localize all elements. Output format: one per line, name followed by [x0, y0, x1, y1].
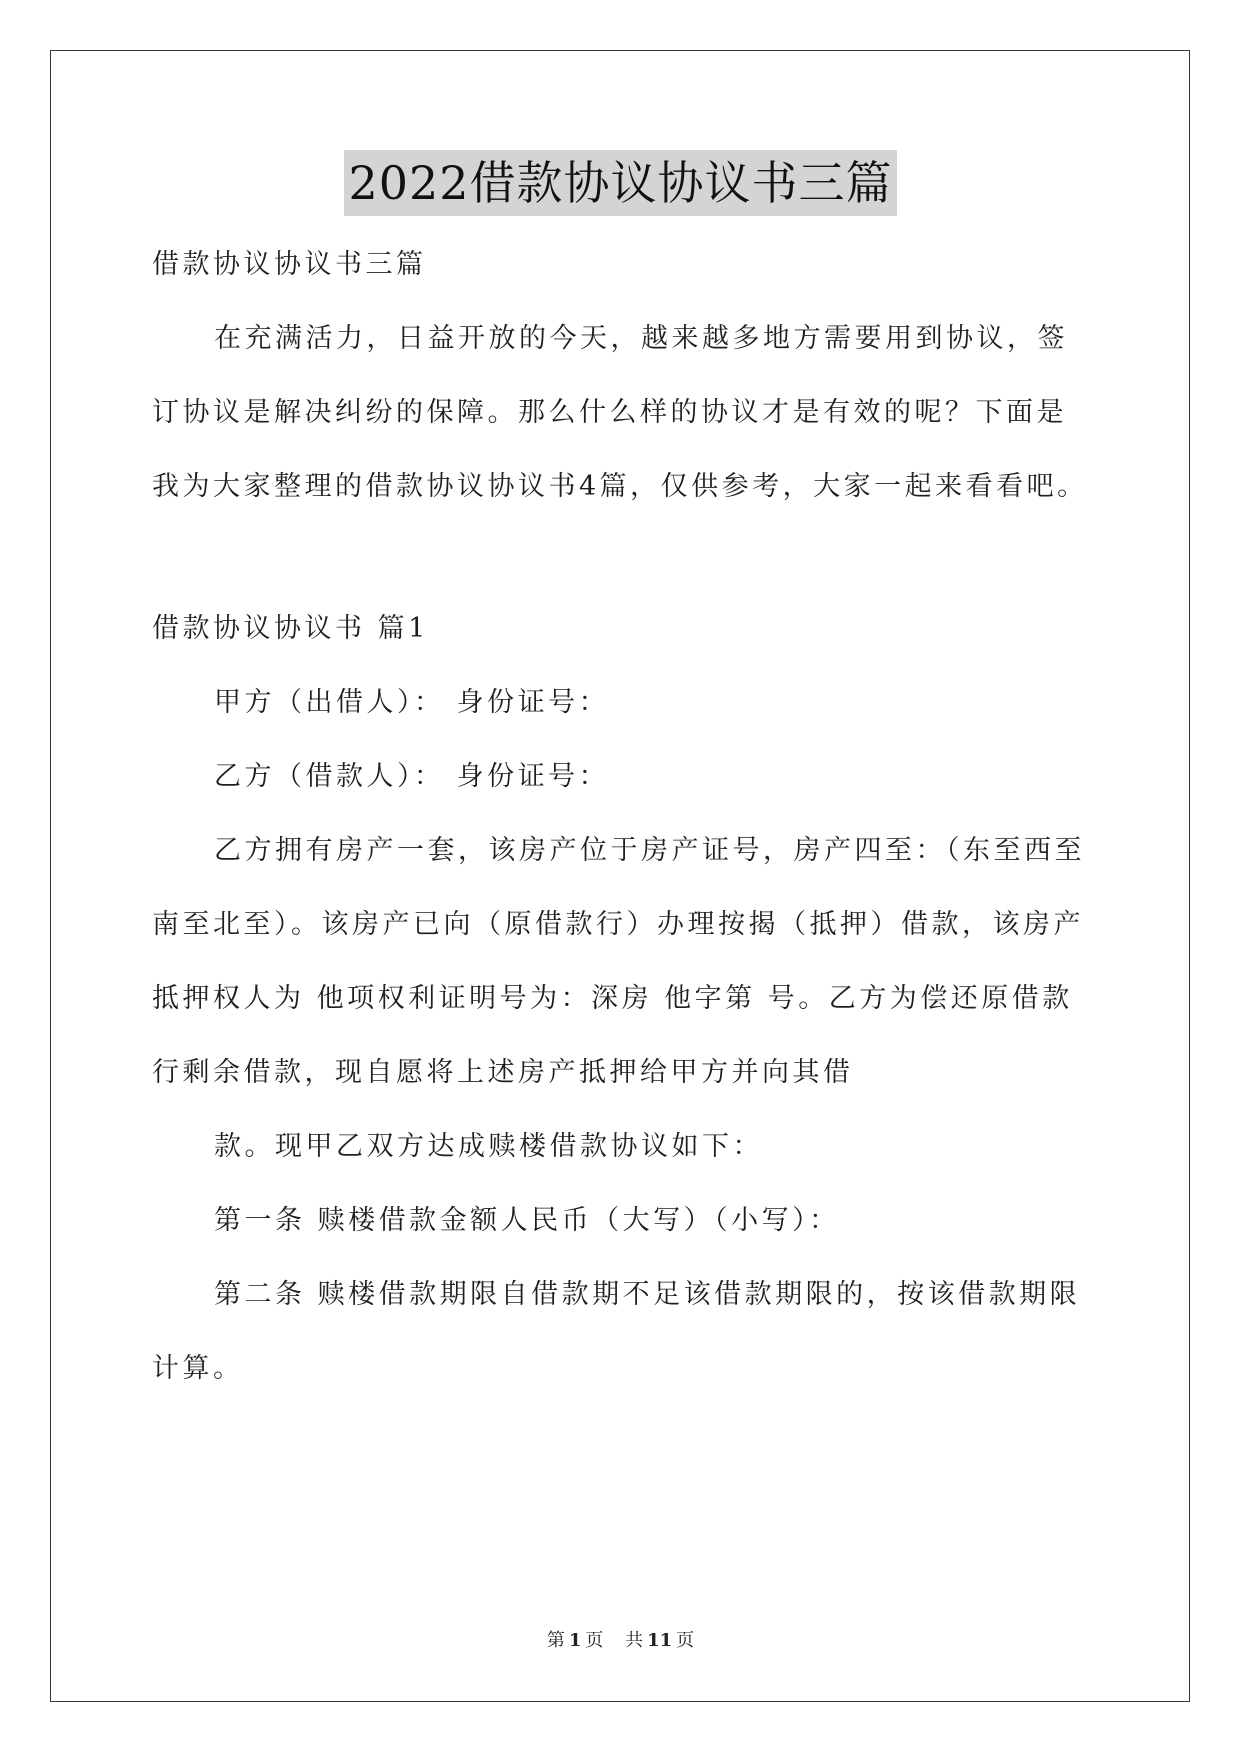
intro-line-2: 订协议是解决纠纷的保障。那么什么样的协议才是有效的呢？下面是 [152, 397, 1067, 428]
property-line-2: 南至北至）。该房产已向（原借款行）办理按揭（抵押）借款，该房产 [152, 909, 1084, 940]
page-border [50, 50, 1190, 1702]
page-prefix: 第 [546, 1630, 565, 1651]
article-2-line-2: 计算。 [152, 1353, 244, 1384]
page-total-prefix: 共 [625, 1630, 644, 1651]
property-line-1: 乙方拥有房产一套，该房产位于房产证号，房产四至：（东至西至 [214, 835, 1085, 866]
page-number-total [621, 1630, 698, 1651]
title-container [0, 150, 1241, 216]
document-subtitle: 借款协议协议书三篇 [152, 249, 427, 280]
agreement-intro: 款。现甲乙双方达成赎楼借款协议如下： [214, 1131, 763, 1162]
property-line-3: 抵押权人为 他项权利证明号为：深房 他字第 号。乙方为偿还原借款 [152, 983, 1073, 1014]
page-mid: 页 [585, 1630, 604, 1651]
party-b-line: 乙方（借款人）： 身份证号： [214, 761, 610, 792]
document-title: 2022借款协议协议书三篇 [344, 150, 896, 216]
article-1: 第一条 赎楼借款金额人民币（大写）（小写）： [214, 1205, 840, 1236]
party-a-line: 甲方（出借人）： 身份证号： [214, 687, 610, 718]
page-number-current [543, 1630, 608, 1651]
page-current: 1 [568, 1630, 582, 1651]
intro-line-1: 在充满活力，日益开放的今天，越来越多地方需要用到协议，签 [214, 323, 1068, 354]
article-2-line-1: 第二条 赎楼借款期限自借款期不足该借款期限的，按该借款期限 [214, 1279, 1081, 1310]
page-footer [0, 1626, 1241, 1652]
property-line-4: 行剩余借款，现自愿将上述房产抵押给甲方并向其借 [152, 1057, 854, 1088]
page-suffix: 页 [676, 1630, 695, 1651]
intro-line-3: 我为大家整理的借款协议协议书4篇，仅供参考，大家一起来看看吧。 [152, 471, 1088, 502]
page-total: 11 [647, 1630, 673, 1651]
section-heading: 借款协议协议书 篇1 [152, 613, 429, 644]
